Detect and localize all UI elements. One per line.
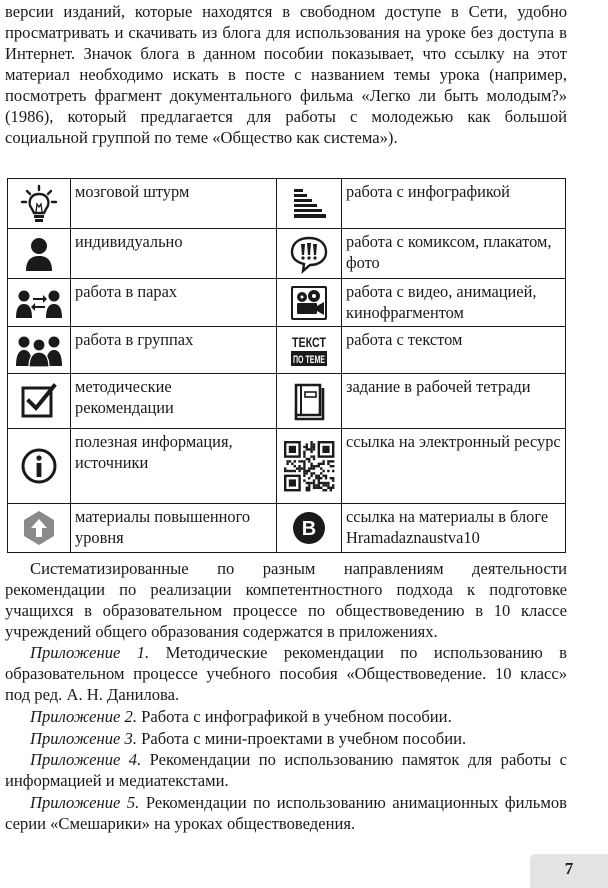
- legend-icon-cell: [277, 279, 342, 327]
- appendix-text: Методические рекомендации по использованию в образовательном процессе учебного пособия «Обществоведение. 10 класс» под ред. А. Н. Данилова.: [5, 643, 567, 704]
- legend-icon-cell: [277, 179, 342, 229]
- legend-icon-cell: [277, 229, 342, 279]
- legend-icon-cell: [8, 504, 71, 553]
- appendix-label: Приложение 4.: [30, 750, 142, 769]
- appendix-label: Приложение 1.: [30, 643, 150, 662]
- appendix-label: Приложение 5.: [30, 793, 140, 812]
- infographic-bars-icon: [290, 186, 328, 222]
- workbook-icon: [292, 381, 326, 421]
- legend-label: полезная информация, источники: [71, 429, 277, 504]
- text-badge-line1: ТЕКСТ: [292, 334, 327, 350]
- legend-label: работа с видео, анимацией, кинофрагментом: [342, 279, 566, 327]
- legend-label: методические рекомендации: [71, 374, 277, 429]
- legend-icon-cell: [277, 374, 342, 429]
- comic-speech-icon: [289, 235, 329, 273]
- legend-label: работа с текстом: [342, 327, 566, 374]
- legend-icon-cell: [8, 374, 71, 429]
- appendix-item: [5, 749, 567, 791]
- text-badge-icon: [289, 332, 329, 368]
- table-row: [8, 229, 566, 279]
- legend-icon-cell: [8, 229, 71, 279]
- legend-icon-cell: [8, 179, 71, 229]
- legend-label: работа в группах: [71, 327, 277, 374]
- body-paragraph: Систематизированные по разным направлениям деятельности рекомендации по реализации компетентностного подхода к подготовке учащихся в образовательном процессе по обществоведению в 10 классе учреждений общего образования содержатся в приложениях.: [5, 559, 567, 641]
- legend-label: работа с комиксом, плакатом, фото: [342, 229, 566, 279]
- legend-icon-cell: [277, 327, 342, 374]
- legend-label: материалы повышенного уровня: [71, 504, 277, 553]
- appendix-label: Приложение 2.: [30, 707, 137, 726]
- appendix-text: Рекомендации по использованию анимационных фильмов серии «Смешарики» на уроках обществоведения.: [5, 793, 568, 833]
- legend-label: ссылка на материалы в блоге Hramadaznaustva10: [342, 504, 566, 553]
- appendix-item: [5, 642, 567, 705]
- icon-legend-table: [7, 178, 566, 553]
- table-row: [8, 429, 566, 504]
- qr-code-icon: [282, 436, 336, 496]
- legend-label: работа в парах: [71, 279, 277, 327]
- appendix-text: Работа с мини-проектами в учебном пособии.: [136, 729, 467, 748]
- table-row: [8, 279, 566, 327]
- appendix-item: [5, 792, 567, 834]
- table-row: [8, 179, 566, 229]
- table-row: [8, 504, 566, 553]
- legend-label: индивидуально: [71, 229, 277, 279]
- legend-label: работа с инфографикой: [342, 179, 566, 229]
- blogger-icon: [291, 510, 327, 546]
- legend-icon-cell: [8, 279, 71, 327]
- film-projector-icon: [289, 284, 329, 322]
- pair-arrows-icon: [16, 287, 62, 319]
- legend-label: ссылка на электронный ресурс: [342, 429, 566, 504]
- legend-icon-cell: [277, 504, 342, 553]
- appendix-label: Приложение 3.: [30, 729, 137, 748]
- appendix-text: Работа с инфографикой в учебном пособии.: [136, 707, 452, 726]
- text-badge-line2: ПО ТЕМЕ: [293, 354, 325, 366]
- lightbulb-icon: [19, 184, 59, 224]
- blogger-letter: B: [301, 518, 317, 540]
- table-row: [8, 374, 566, 429]
- legend-icon-cell: [277, 429, 342, 504]
- checkbox-icon: [21, 383, 57, 419]
- group-icon: [15, 333, 63, 367]
- person-icon: [23, 236, 55, 272]
- page-number: 7: [564, 859, 574, 878]
- appendix-item: [5, 706, 567, 727]
- advanced-arrow-icon: [22, 510, 56, 546]
- legend-label: задание в рабочей тетради: [342, 374, 566, 429]
- page-number-box: [530, 854, 608, 888]
- intro-paragraph: версии изданий, которые находятся в свободном доступе в Сети, удобно просматривать и скачивать из блога для использования на уроке без доступа в Интернет. Значок блога в данном пособии показывает, что ссылку на этот материал необходимо искать в посте с названием темы урока (например, посмотреть фрагмент документального фильма «Легко ли быть молодым?» (1986), который предлагается для работы с молодежью как большой социальной группой по теме «Общество как система»).: [5, 2, 567, 147]
- legend-icon-cell: [8, 429, 71, 504]
- legend-label: мозговой штурм: [71, 179, 277, 229]
- info-icon: [20, 447, 58, 485]
- appendix-item: [5, 728, 567, 749]
- appendix-text: Рекомендации по использованию памяток для работы с информацией и медиатекстами.: [5, 750, 568, 790]
- legend-icon-cell: [8, 327, 71, 374]
- table-row: [8, 327, 566, 374]
